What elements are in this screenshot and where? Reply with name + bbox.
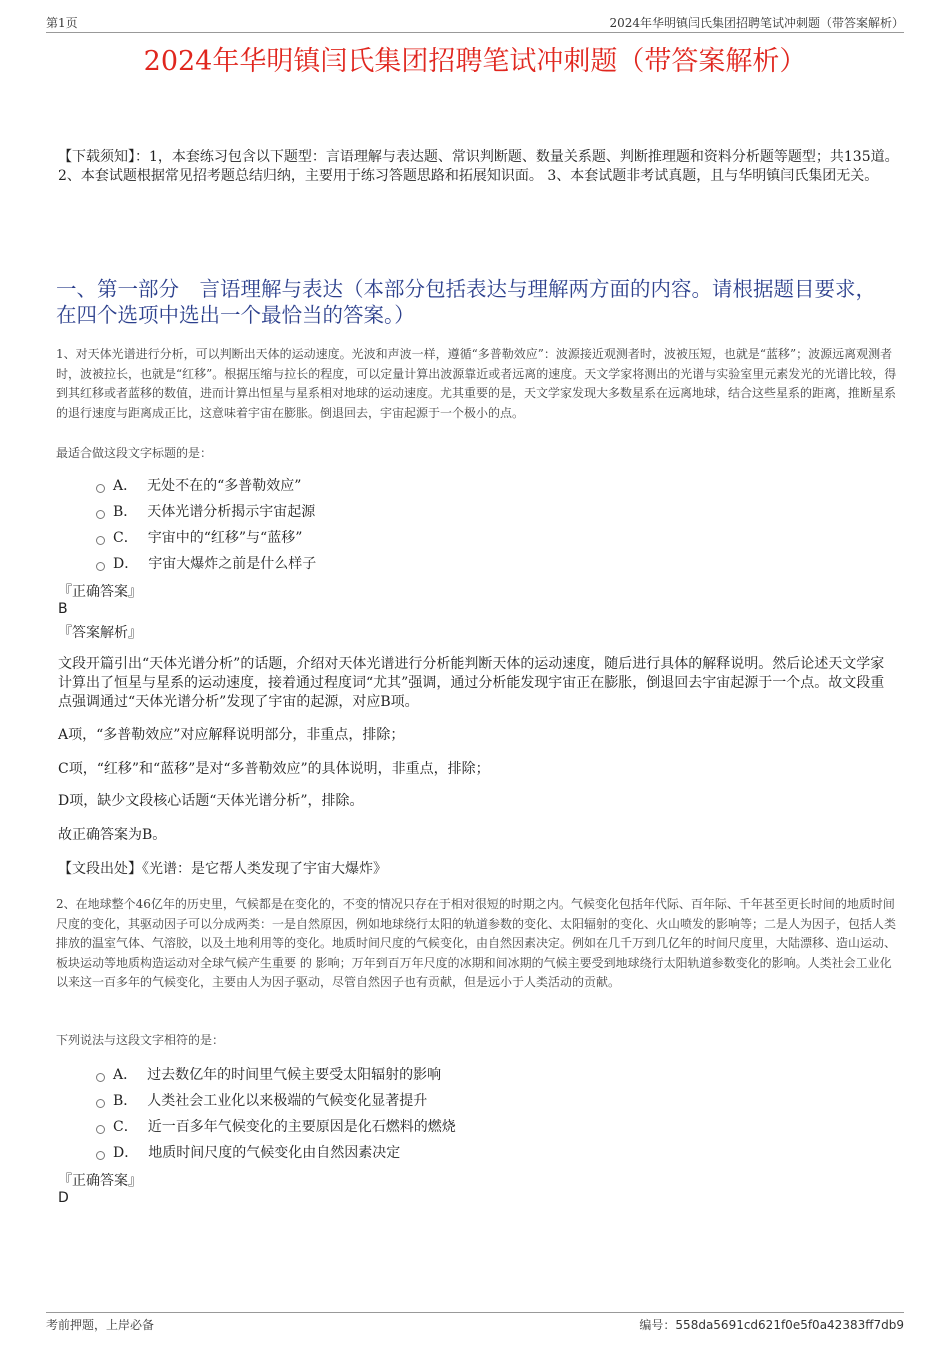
question-1-answer: B [58, 601, 68, 617]
page-number: 第1页 [46, 16, 78, 30]
question-1-option-c[interactable]: C． 宇宙中的“红移”与“蓝移” [96, 524, 316, 550]
radio-icon[interactable] [96, 1151, 105, 1160]
question-1-prompt: 最适合做这段文字标题的是： [56, 446, 213, 460]
footer-slogan: 考前押题，上岸必备 [46, 1318, 155, 1332]
header-doc-title: 2024年华明镇闫氏集团招聘笔试冲刺题（带答案解析） [609, 16, 904, 30]
question-2-option-a[interactable]: A． 过去数亿年的时间里气候主要受太阳辐射的影响 [96, 1061, 456, 1087]
footer-code-label: 编号： [639, 1318, 676, 1332]
radio-icon[interactable] [96, 1099, 105, 1108]
question-2-text: 2、在地球整个46亿年的历史里，气候都是在变化的，不变的情况只存在于相对很短的时期之内。气候变化包括年代际、百年际、千年甚至更长时间的地质时间尺度的变化，其驱动因子可以分成两类：一是自然原因，例如地球绕行太阳的轨道参数的变化、太阳辐射的变化、火山喷发的影响等；二是人为因子，包括人类排放的温室气体、气溶胶，以及土地利用等的变化。地质时间尺度的气候变化，由自然因素决定。例如在几千万到几亿年的时间尺度里，大陆漂移、造山运动、板块运动等地质构造运动对全球气候产生重要 的 影响；万年到百万年尺度的冰期和间冰期的气候主要受到地球绕行太阳轨道参数变化的影响。人类社会工业化以来这一百多年的气候变化，主要由人为因子驱动，尽管自然因子也有贡献，但是远小于人类活动的贡献。 [56, 897, 897, 989]
question-1-answer-label: 『正确答案』 [58, 584, 142, 600]
radio-icon[interactable] [96, 1073, 105, 1082]
section-title: 一、第一部分 言语理解与表达（本部分包括表达与理解两方面的内容。请根据题目要求，在四个选项中选出一个最恰当的答案。） [56, 277, 876, 327]
question-2-options [96, 1061, 456, 1165]
question-1-analysis-conclusion: 故正确答案为B。 [58, 827, 167, 843]
download-notice: 【下载须知】：1，本套练习包含以下题型：言语理解与表达题、常识判断题、数量关系题、判断推理题和资料分析题等题型；共135道。 2、本套试题根据常见招考题总结归纳，主要用于练习答题思路和拓展知识面。 3、本套试题非考试真题，且与华明镇闫氏集团无关。 [58, 149, 899, 184]
radio-icon[interactable] [96, 484, 105, 493]
question-1-option-b[interactable]: B． 天体光谱分析揭示宇宙起源 [96, 498, 316, 524]
radio-icon[interactable] [96, 562, 105, 571]
question-1-text: 1、对天体光谱进行分析，可以判断出天体的运动速度。光波和声波一样，遵循“多普勒效应”：波源接近观测者时，波被压短，也就是“蓝移”；波源远离观测者时，波被拉长，也就是“红移”。根据压缩与拉长的程度，可以定量计算出波源靠近或者远离的速度。天文学家将测出的光谱与实验室里元素发光的光谱比较，得到其红移或者蓝移的数值，进而计算出恒星与星系相对地球的运动速度。尤其重要的是，天文学家发现大多数星系在远离地球，结合这些星系的距离，推断星系的退行速度与距离成正比，这意味着宇宙在膨胀。倒退回去，宇宙起源于一个极小的点。 [56, 347, 897, 420]
question-1-analysis-main: 文段开篇引出“天体光谱分析”的话题，介绍对天体光谱进行分析能判断天体的运动速度，随后进行具体的解释说明。然后论述天文学家计算出了恒星与星系的运动速度，接着通过程度词“尤其”强调，通过分析能发现宇宙正在膨胀，倒退回去宇宙起源于一个点。故文段重点强调通过“天体光谱分析”发现了宇宙的起源，对应B项。 [58, 656, 885, 710]
question-2-prompt: 下列说法与这段文字相符的是： [56, 1033, 225, 1047]
question-2-option-d[interactable]: D． 地质时间尺度的气候变化由自然因素决定 [96, 1139, 456, 1165]
radio-icon[interactable] [96, 536, 105, 545]
question-1-options [96, 472, 316, 576]
question-1-analysis-label: 『答案解析』 [58, 625, 142, 641]
page-footer [46, 1312, 904, 1332]
question-1-analysis-c: C项，“红移”和“蓝移”是对“多普勒效应”的具体说明，非重点，排除； [58, 761, 490, 777]
page-title: 2024年华明镇闫氏集团招聘笔试冲刺题（带答案解析） [143, 46, 807, 77]
question-2-option-c[interactable]: C． 近一百多年气候变化的主要原因是化石燃料的燃烧 [96, 1113, 456, 1139]
question-2-answer-label: 『正确答案』 [58, 1173, 142, 1189]
footer-code [639, 1316, 904, 1333]
footer-code-value: 558da5691cd621f0e5f0a42383ff7db9 [675, 1318, 904, 1332]
question-1-analysis-d: D项，缺少文段核心话题“天体光谱分析”，排除。 [58, 793, 364, 809]
page-header [46, 14, 904, 33]
radio-icon[interactable] [96, 510, 105, 519]
question-2-answer: D [58, 1190, 69, 1206]
question-1-option-d[interactable]: D． 宇宙大爆炸之前是什么样子 [96, 550, 316, 576]
question-1-source: 【文段出处】《光谱：是它帮人类发现了宇宙大爆炸》 [58, 861, 387, 877]
radio-icon[interactable] [96, 1125, 105, 1134]
question-1-analysis-a: A项，“多普勒效应”对应解释说明部分，非重点，排除； [58, 727, 405, 743]
question-1-option-a[interactable]: A． 无处不在的“多普勒效应” [96, 472, 316, 498]
question-2-option-b[interactable]: B． 人类社会工业化以来极端的气候变化显著提升 [96, 1087, 456, 1113]
